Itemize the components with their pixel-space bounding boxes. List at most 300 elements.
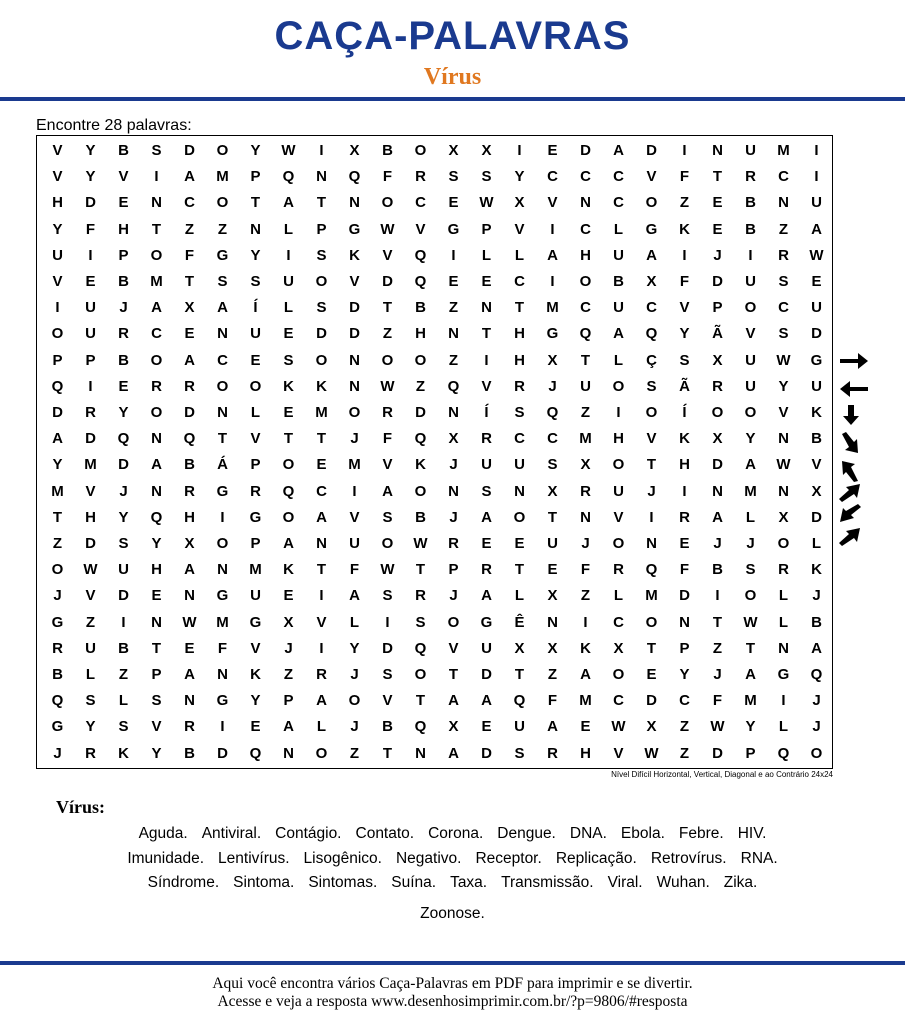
grid-letter: E xyxy=(283,325,294,343)
grid-row xyxy=(37,741,832,767)
grid-letter: D xyxy=(349,299,360,317)
grid-letter: R xyxy=(382,404,393,421)
grid-letter: V xyxy=(250,639,261,657)
grid-letter: E xyxy=(184,639,195,657)
grid-letter: V xyxy=(745,325,756,343)
grid-letter: G xyxy=(216,587,229,605)
grid-letter: S xyxy=(382,587,393,605)
grid-letter: G xyxy=(447,220,460,238)
page-title: CAÇA-PALAVRAS xyxy=(274,14,631,58)
grid-letter: V xyxy=(85,587,96,605)
grid-row xyxy=(37,557,832,583)
grid-letter: C xyxy=(580,220,591,238)
grid-letter: J xyxy=(713,535,722,552)
grid-letter: R xyxy=(85,404,96,421)
grid-letter: V xyxy=(316,613,327,631)
grid-letter: O xyxy=(150,246,163,264)
grid-letter: T xyxy=(151,220,162,238)
grid-letter: U xyxy=(613,246,624,264)
word-list-title: Vírus: xyxy=(56,797,105,817)
grid-letter: U xyxy=(118,561,129,579)
grid-letter: N xyxy=(448,482,459,500)
grid-letter: J xyxy=(119,299,128,317)
grid-letter: O xyxy=(744,404,757,421)
grid-letter: Y xyxy=(778,377,789,395)
grid-letter: O xyxy=(414,482,427,500)
grid-letter: Q xyxy=(777,744,790,762)
grid-letter: E xyxy=(316,456,327,474)
grid-letter: C xyxy=(580,299,591,317)
grid-letter: Í xyxy=(484,404,489,421)
grid-letter: E xyxy=(547,142,558,159)
word-list-item: Antiviral. xyxy=(201,825,262,842)
footer-line-2: Acesse e veja a resposta www.desenhosimprimir.com.br/?p=9806/#resposta xyxy=(217,993,688,1010)
grid-letter: R xyxy=(712,377,723,395)
grid-letter: C xyxy=(778,299,789,317)
grid-letter: T xyxy=(514,561,525,579)
grid-letter: R xyxy=(184,482,195,500)
grid-letter: U xyxy=(514,456,525,474)
grid-letter: R xyxy=(481,430,492,448)
grid-letter: E xyxy=(679,535,690,552)
grid-letter: C xyxy=(184,194,195,212)
grid-letter: V xyxy=(382,246,393,264)
grid-letter: C xyxy=(217,351,228,369)
grid-letter: C xyxy=(613,613,624,631)
grid-letter: A xyxy=(52,430,63,448)
grid-letter: G xyxy=(348,220,361,238)
grid-letter: H xyxy=(514,325,525,343)
grid-letter: C xyxy=(679,692,690,710)
grid-letter: T xyxy=(316,194,327,212)
grid-row xyxy=(37,636,832,662)
grid-letter: E xyxy=(250,718,261,736)
grid-letter: S xyxy=(547,456,558,474)
grid-letter: Y xyxy=(250,142,261,159)
grid-letter: Q xyxy=(414,273,427,290)
grid-letter: K xyxy=(679,430,690,448)
grid-letter: U xyxy=(745,142,756,159)
grid-letter: R xyxy=(580,482,591,500)
grid-letter: X xyxy=(646,273,657,290)
grid-letter: W xyxy=(182,613,197,631)
grid-letter: L xyxy=(481,246,492,264)
grid-letter: T xyxy=(382,744,393,762)
grid-letter: P xyxy=(85,351,96,369)
grid-row xyxy=(37,662,832,688)
grid-letter: D xyxy=(481,744,492,762)
grid-letter: K xyxy=(118,744,129,762)
grid-letter: B xyxy=(118,639,129,657)
grid-letter: X xyxy=(811,482,822,500)
word-list-item: Negativo. xyxy=(395,849,462,867)
grid-letter: O xyxy=(744,299,757,317)
grid-letter: B xyxy=(52,666,63,683)
grid-letter: K xyxy=(283,377,294,395)
grid-letter: O xyxy=(315,273,328,290)
word-list-line xyxy=(30,847,875,872)
grid-letter: C xyxy=(613,168,624,186)
grid-letter: R xyxy=(448,535,459,552)
grid-letter: I xyxy=(649,508,654,526)
grid-letter: C xyxy=(547,430,558,448)
grid-letter: U xyxy=(580,377,591,395)
grid-letter: U xyxy=(613,299,624,317)
grid-letter: F xyxy=(679,168,690,186)
word-list-item: Febre. xyxy=(678,825,724,842)
word-list-item: Sintomas. xyxy=(308,874,378,891)
grid-letter: N xyxy=(778,639,789,657)
grid-letter: N xyxy=(448,404,459,421)
grid-letter: Q xyxy=(579,325,592,343)
arrow-up-right-icon xyxy=(838,526,870,548)
grid-letter: A xyxy=(811,220,822,238)
grid-letter: W xyxy=(743,613,758,631)
grid-letter: O xyxy=(513,508,526,526)
grid-letter: V xyxy=(118,168,129,186)
grid-letter: O xyxy=(381,194,394,212)
word-list xyxy=(30,822,875,926)
grid-row xyxy=(37,138,832,164)
grid-letter: C xyxy=(514,430,525,448)
grid-letter: Y xyxy=(745,718,756,736)
grid-row xyxy=(37,243,832,269)
grid-letter: D xyxy=(85,194,96,212)
grid-letter: O xyxy=(51,325,64,343)
grid-letter: C xyxy=(580,168,591,186)
grid-letter: J xyxy=(812,587,821,605)
grid-letter: S xyxy=(118,718,129,736)
grid-letter: F xyxy=(580,561,591,579)
grid-letter: Z xyxy=(382,325,393,343)
grid-letter: B xyxy=(811,430,822,448)
grid-letter: T xyxy=(283,430,294,448)
grid-letter: I xyxy=(517,142,522,159)
level-note: Nível Difícil Horizontal, Vertical, Diagonal e ao Contrário 24x24 xyxy=(611,770,833,779)
grid-letter: Q xyxy=(810,666,823,683)
grid-letter: X xyxy=(613,639,624,657)
grid-letter: Q xyxy=(414,718,427,736)
page-subtitle: Vírus xyxy=(423,64,482,90)
grid-letter: D xyxy=(184,142,195,159)
grid-letter: P xyxy=(712,299,723,317)
grid-letter: N xyxy=(547,613,558,631)
grid-letter: O xyxy=(711,404,724,421)
grid-letter: B xyxy=(613,273,624,290)
grid-letter: D xyxy=(349,325,360,343)
grid-letter: B xyxy=(382,142,393,159)
grid-letter: F xyxy=(679,561,690,579)
grid-letter: T xyxy=(646,639,657,657)
grid-letter: H xyxy=(85,508,96,526)
grid-letter: X xyxy=(547,639,558,657)
grid-letter: Q xyxy=(513,692,526,710)
grid-letter: S xyxy=(745,561,756,579)
grid-letter: V xyxy=(811,456,822,474)
grid-letter: S xyxy=(679,351,690,369)
word-list-item: Síndrome. xyxy=(147,874,220,891)
grid-letter: Y xyxy=(679,325,690,343)
grid-letter: M xyxy=(546,299,559,317)
grid-letter: V xyxy=(52,273,63,290)
word-list-item: RNA. xyxy=(740,849,778,867)
word-list-item: Retrovírus. xyxy=(650,849,727,867)
word-list-line xyxy=(30,822,875,847)
word-list-item: Corona. xyxy=(428,825,484,842)
grid-letter: N xyxy=(349,377,360,395)
grid-letter: T xyxy=(712,613,723,631)
grid-letter: Y xyxy=(679,666,690,683)
grid-letter: D xyxy=(811,325,822,343)
grid-letter: Í xyxy=(253,299,258,317)
grid-letter: S xyxy=(481,482,492,500)
grid-letter: X xyxy=(514,639,525,657)
grid-letter: P xyxy=(52,351,63,369)
grid-letter: Z xyxy=(448,299,459,317)
word-list-item: Lentivírus. xyxy=(218,849,290,867)
grid-letter: A xyxy=(316,508,327,526)
grid-letter: I xyxy=(484,351,489,369)
grid-letter: N xyxy=(514,482,525,500)
grid-letter: U xyxy=(250,587,261,605)
grid-row xyxy=(37,452,832,478)
grid-letter: M xyxy=(348,456,361,474)
grid-letter: H xyxy=(151,561,162,579)
grid-letter: C xyxy=(415,194,426,212)
grid-letter: G xyxy=(51,613,64,631)
word-list-item: Taxa. xyxy=(450,874,488,891)
grid-letter: E xyxy=(580,718,591,736)
grid-letter: H xyxy=(679,456,690,474)
grid-letter: I xyxy=(814,168,819,186)
grid-letter: B xyxy=(745,220,756,238)
grid-letter: V xyxy=(646,168,657,186)
grid-letter: N xyxy=(217,561,228,579)
grid-letter: J xyxy=(119,482,128,500)
grid-letter: R xyxy=(778,561,789,579)
grid-letter: E xyxy=(85,273,96,290)
grid-letter: C xyxy=(613,194,624,212)
word-list-item: Zoonose. xyxy=(420,904,485,922)
word-list-item: Viral. xyxy=(607,874,643,891)
grid-letter: O xyxy=(216,194,229,212)
grid-letter: I xyxy=(748,246,753,264)
word-list-item: Replicação. xyxy=(555,849,637,867)
grid-letter: Q xyxy=(249,744,262,762)
grid-letter: T xyxy=(415,692,426,710)
grid-letter: I xyxy=(550,220,555,238)
grid-letter: T xyxy=(151,639,162,657)
grid-letter: O xyxy=(381,351,394,369)
grid-letter: V xyxy=(613,744,624,762)
grid-letter: D xyxy=(580,142,591,159)
grid-letter: Z xyxy=(118,666,129,683)
grid-letter: E xyxy=(250,351,261,369)
grid-letter: A xyxy=(151,456,162,474)
grid-letter: R xyxy=(514,377,525,395)
grid-letter: I xyxy=(682,142,687,159)
footer-line-1: Aqui você encontra vários Caça-Palavras em PDF para imprimir e se divertir. xyxy=(212,975,693,992)
grid-letter: D xyxy=(712,273,723,290)
grid-letter: A xyxy=(745,666,756,683)
grid-letter: T xyxy=(514,666,525,683)
grid-letter: Q xyxy=(117,430,130,448)
grid-letter: U xyxy=(613,482,624,500)
grid-letter: A xyxy=(481,692,492,710)
grid-letter: J xyxy=(350,718,359,736)
grid-letter: Z xyxy=(712,639,723,657)
grid-letter: T xyxy=(448,666,459,683)
grid-letter: V xyxy=(52,168,63,186)
grid-letter: Y xyxy=(118,508,129,526)
grid-letter: M xyxy=(315,404,328,421)
grid-letter: V xyxy=(481,377,492,395)
grid-letter: R xyxy=(52,639,63,657)
grid-letter: O xyxy=(51,561,64,579)
grid-letter: A xyxy=(382,482,393,500)
grid-row xyxy=(37,426,832,452)
grid-letter: O xyxy=(315,351,328,369)
grid-letter: N xyxy=(712,482,723,500)
grid-letter: C xyxy=(547,168,558,186)
grid-letter: T xyxy=(415,561,426,579)
grid-letter: U xyxy=(811,299,822,317)
grid-letter: O xyxy=(216,142,229,159)
grid-letter: T xyxy=(184,273,195,290)
grid-letter: H xyxy=(613,430,624,448)
grid-letter: T xyxy=(712,168,723,186)
grid-letter: N xyxy=(679,613,690,631)
grid-letter: D xyxy=(85,430,96,448)
grid-letter: O xyxy=(612,456,625,474)
grid-letter: P xyxy=(745,744,756,762)
grid-letter: E xyxy=(283,404,294,421)
grid-letter: R xyxy=(613,561,624,579)
grid-letter: I xyxy=(319,142,324,159)
grid-letter: L xyxy=(283,220,294,238)
grid-letter: N xyxy=(316,168,327,186)
grid-letter: D xyxy=(118,587,129,605)
grid-letter: U xyxy=(811,377,822,395)
grid-letter: L xyxy=(316,718,327,736)
grid-letter: W xyxy=(776,351,791,369)
grid-letter: B xyxy=(118,351,129,369)
grid-letter: L xyxy=(118,692,129,710)
grid-letter: I xyxy=(319,587,324,605)
grid-letter: W xyxy=(380,377,395,395)
grid-letter: N xyxy=(778,430,789,448)
grid-letter: C xyxy=(514,273,525,290)
grid-letter: N xyxy=(349,351,360,369)
grid-letter: C xyxy=(613,692,624,710)
grid-letter: Y xyxy=(250,246,261,264)
grid-letter: E xyxy=(448,273,459,290)
grid-letter: O xyxy=(315,744,328,762)
grid-letter: H xyxy=(580,246,591,264)
grid-letter: Q xyxy=(51,377,64,395)
grid-letter: E xyxy=(712,220,723,238)
grid-letter: Y xyxy=(85,142,96,159)
grid-letter: P xyxy=(679,639,690,657)
grid-letter: X xyxy=(778,508,789,526)
grid-letter: K xyxy=(679,220,690,238)
grid-letter: J xyxy=(812,718,821,736)
grid-letter: J xyxy=(746,535,755,552)
grid-row xyxy=(37,321,832,347)
grid-letter: E xyxy=(811,273,822,290)
grid-letter: P xyxy=(316,220,327,238)
grid-letter: B xyxy=(745,194,756,212)
grid-letter: Z xyxy=(547,666,558,683)
grid-letter: I xyxy=(220,718,225,736)
word-list-item: Receptor. xyxy=(475,849,542,867)
grid-letter: G xyxy=(216,692,229,710)
word-list-item: Zika. xyxy=(723,874,758,891)
grid-letter: C xyxy=(151,325,162,343)
grid-letter: N xyxy=(217,325,228,343)
grid-letter: O xyxy=(645,404,658,421)
grid-letter: F xyxy=(382,168,393,186)
word-list-item: Lisogênico. xyxy=(303,849,382,867)
grid-letter: A xyxy=(448,692,459,710)
arrow-left-icon xyxy=(838,378,870,400)
grid-letter: U xyxy=(481,456,492,474)
grid-letter: M xyxy=(645,587,658,605)
grid-row xyxy=(37,348,832,374)
grid-letter: X xyxy=(349,142,360,159)
grid-letter: U xyxy=(745,351,756,369)
grid-letter: L xyxy=(283,299,294,317)
grid-letter: D xyxy=(481,666,492,683)
grid-letter: L xyxy=(250,404,261,421)
grid-letter: Ê xyxy=(514,613,525,631)
grid-letter: D xyxy=(712,744,723,762)
grid-letter: G xyxy=(249,508,262,526)
grid-letter: R xyxy=(679,508,690,526)
grid-letter: F xyxy=(712,692,723,710)
grid-letter: N xyxy=(580,194,591,212)
grid-letter: U xyxy=(85,325,96,343)
grid-letter: V xyxy=(415,220,426,238)
grid-letter: J xyxy=(647,482,656,500)
grid-letter: T xyxy=(250,194,261,212)
grid-letter: O xyxy=(645,613,658,631)
word-list-item: Aguda. xyxy=(138,825,188,842)
grid-letter: J xyxy=(449,587,458,605)
grid-letter: U xyxy=(283,273,294,290)
grid-letter: O xyxy=(348,692,361,710)
grid-letter: N xyxy=(151,613,162,631)
grid-letter: U xyxy=(481,639,492,657)
grid-letter: E xyxy=(151,587,162,605)
grid-letter: Z xyxy=(679,718,690,736)
grid-letter: R xyxy=(184,718,195,736)
grid-row xyxy=(37,164,832,190)
grid-letter: L xyxy=(613,587,624,605)
grid-letter: E xyxy=(283,587,294,605)
grid-letter: N xyxy=(151,194,162,212)
grid-letter: V xyxy=(382,692,393,710)
grid-letter: Q xyxy=(282,168,295,186)
grid-letter: O xyxy=(414,666,427,683)
grid-letter: R xyxy=(778,246,789,264)
grid-letter: G xyxy=(249,613,262,631)
grid-letter: T xyxy=(514,299,525,317)
grid-letter: B xyxy=(184,456,195,474)
grid-letter: L xyxy=(778,587,789,605)
grid-letter: R xyxy=(316,666,327,683)
grid-letter: L xyxy=(613,351,624,369)
